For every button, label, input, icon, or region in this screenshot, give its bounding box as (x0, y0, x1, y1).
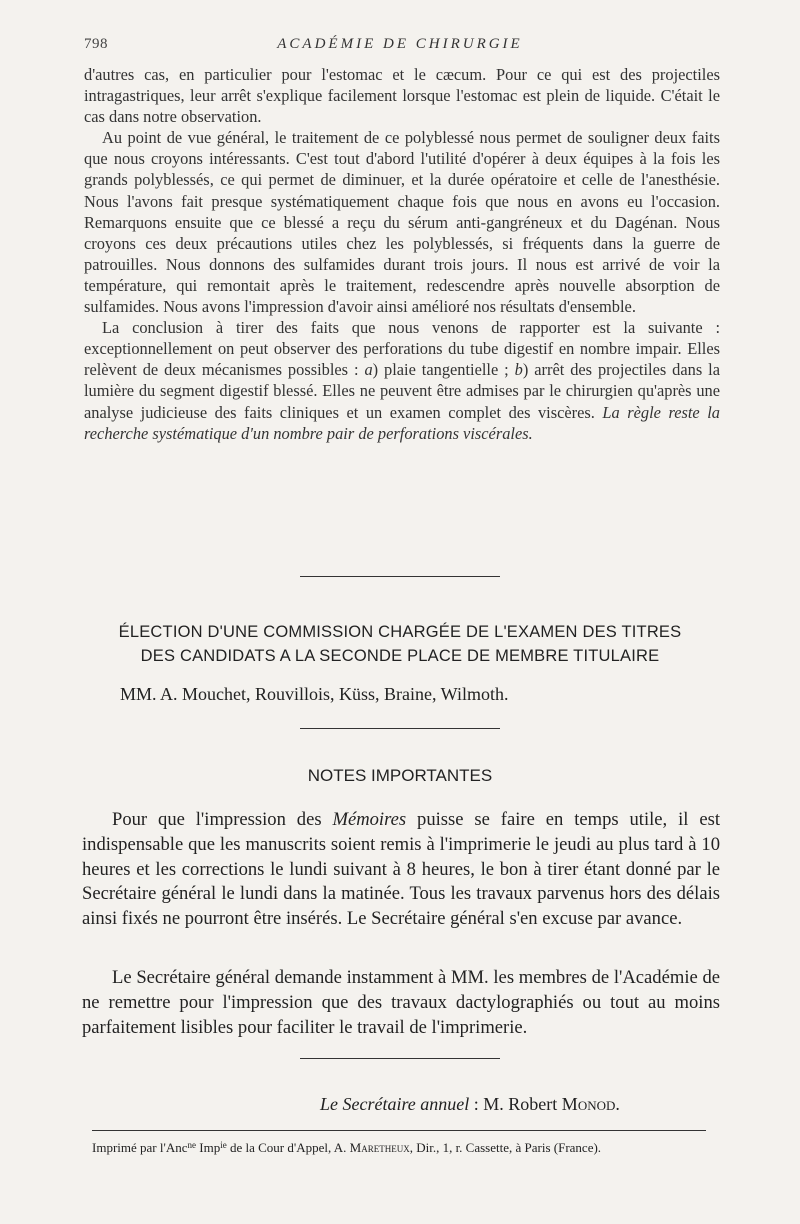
election-title-line-1: ÉLECTION D'UNE COMMISSION CHARGÉE DE L'EXAMEN DES TITRES (118, 623, 682, 641)
footer-director: Maretheux (349, 1140, 410, 1155)
divider (300, 1058, 500, 1059)
notes-title: NOTES IMPORTANTES (307, 766, 493, 785)
notes-p2-text: Le Secrétaire général demande instamment à MM. les membres de l'Académie de ne remettre pour l'impression que des travaux dactylographiés ou tout au moins parfaitement lisibles pour faciliter le travail de l'imprimerie. (82, 967, 720, 1038)
paragraph-2: Au point de vue général, le traitement de ce polyblessé nous permet de souligner deux faits que nous croyons intéressants. C'est tout d'abord l'utilité d'opérer à deux équipes à la fois les grands polyblessés, ce qui permet de diminuer, et la durée opératoire et celle de l'anesthésie. Nous l'avons fait presque systématiquement chaque fois que nous en avons eu l'occasion. Remarquons ensuite que ce blessé a reçu du sérum anti-gangréneux et du Dagénan. Nous croyons ces deux précautions utiles chez les polyblessés, si fréquents dans la guerre de patrouilles. Nous donnons des sulfamides durant trois jours. Il nous est arrivé de voir la température, qui remontait après le traitement, redescendre après nouvelle absorption de sulfamides. Nous avons l'impression d'avoir ainsi amélioré nos résultats d'ensemble. (84, 128, 720, 317)
notes-p1-before: Pour que l'impression des (112, 809, 333, 830)
page-number: 798 (84, 36, 108, 52)
signature-label: Le Secrétaire annuel (320, 1094, 470, 1114)
divider (300, 728, 500, 729)
label-a: a (364, 360, 373, 380)
running-title: ACADÉMIE DE CHIRURGIE (277, 36, 523, 52)
signature-colon: : M. Robert (469, 1094, 562, 1114)
printer-footer (92, 1140, 601, 1156)
label-b: b (514, 360, 523, 380)
conclusion-text-b: ) plaie tangentielle ; (372, 360, 515, 380)
notes-paragraph-1 (82, 808, 720, 932)
footer-anc-sup: ne (187, 1140, 196, 1150)
signature-name-rest: onod. (577, 1094, 620, 1114)
footer-imp: Imp (196, 1140, 221, 1155)
signature (320, 1094, 620, 1115)
footer-rule (92, 1130, 706, 1131)
page-header (84, 36, 716, 56)
footer-rest-2: , Dir., 1, r. Cassette, à Paris (France). (409, 1140, 602, 1155)
footer-prefix: Imprimé par l' (92, 1140, 166, 1155)
footer-imp-sup: ie (220, 1140, 227, 1150)
article-body (84, 64, 720, 444)
conclusion-text-a: La conclusion à tirer des faits que nous venons de rapporter est la suivante : exceptionnellement on peut observer des perforations du tube digestif en nombre impair. Elles relèvent de deux mécanismes possibles : (84, 318, 720, 380)
conclusion-paragraph (84, 317, 720, 444)
election-title-line-2: DES CANDIDATS A LA SECONDE PLACE DE MEMBRE TITULAIRE (140, 647, 660, 665)
conclusion-italic: La règle reste la recherche systématique d'un nombre pair de perforations viscérales. (84, 402, 720, 443)
notes-paragraph-2 (82, 966, 720, 1040)
commission-members: MM. A. Mouchet, Rouvillois, Küss, Braine, Wilmoth. (120, 684, 509, 704)
footer-anc: Anc (165, 1140, 188, 1155)
conclusion-text-c: ) arrêt des projectiles dans la lumière du segment digestif blessé. Elles ne peuvent être admises par le chirurgien qu'après une analyse judicieuse des faits cliniques et un examen complet des viscères. (84, 360, 720, 422)
signature-name-first: M (561, 1094, 578, 1114)
paragraph-1: d'autres cas, en particulier pour l'estomac et le cæcum. Pour ce qui est des projectiles intragastriques, leur arrêt s'explique facilement lorsque l'estomac est plein de liquide. C'était le cas dans notre observation. (84, 65, 720, 127)
notes-p1-after: puisse se faire en temps utile, il est indispensable que les manuscrits soient remis à l'imprimerie le jeudi au plus tard à 10 heures et les corrections le lundi suivant à 8 heures, le bon à tirer étant donné par le Secrétaire général le lundi dans la matinée. Tous les travaux parvenus hors des délais ainsi fixés ne pourront être insérés. Le Secrétaire général s'en excuse par avance. (82, 809, 720, 930)
divider (300, 576, 500, 577)
memoires-italic: Mémoires (332, 809, 407, 830)
footer-rest-1: de la Cour d'Appel, A. (226, 1140, 350, 1155)
election-title (60, 620, 740, 668)
